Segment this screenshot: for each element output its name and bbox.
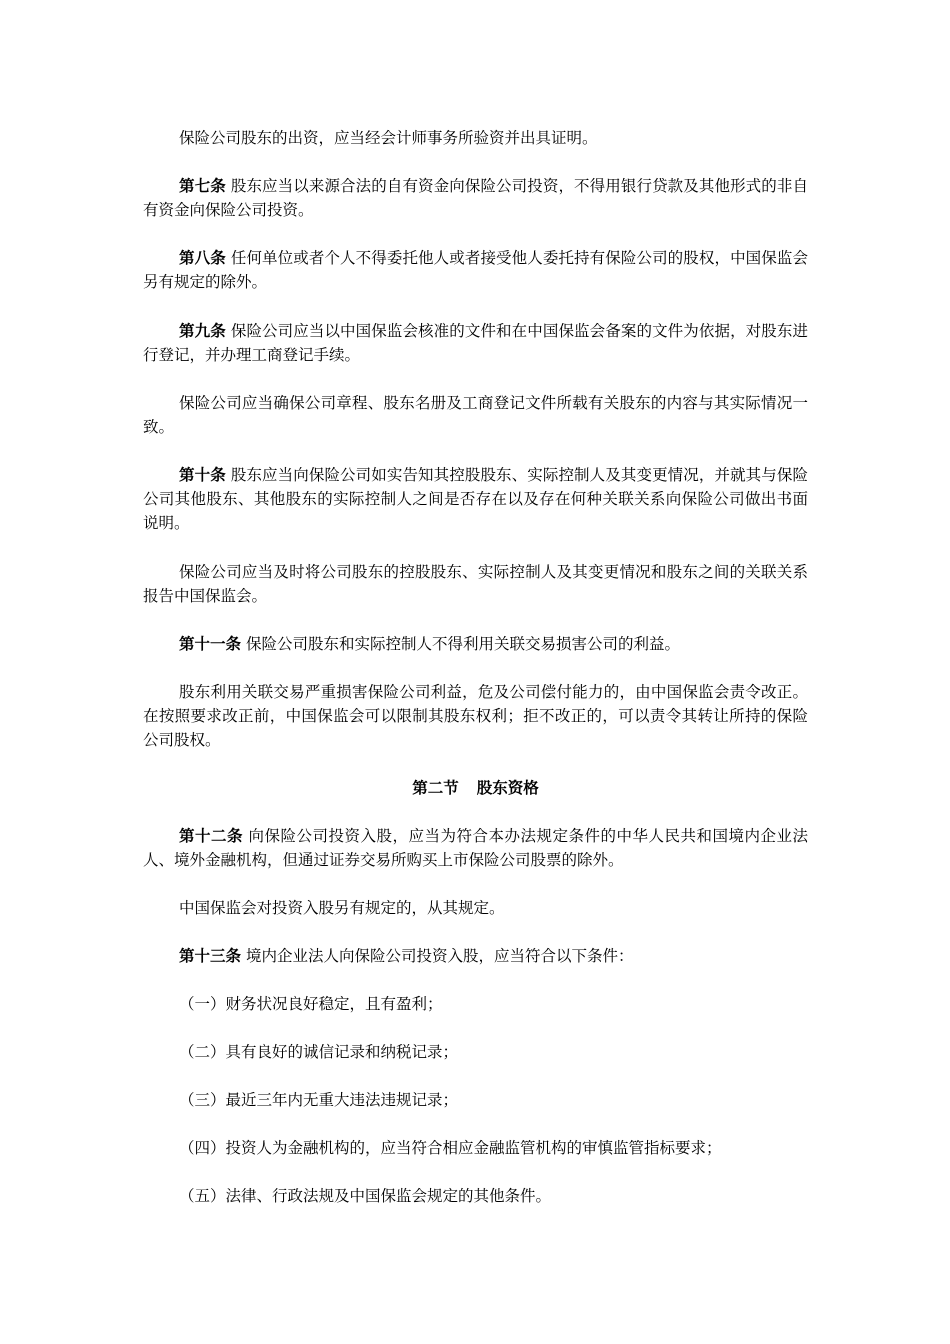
article-text: 保险公司应当以中国保监会核准的文件和在中国保监会备案的文件为依据，对股东进行登记，并办理工商登记手续。 [143,322,808,364]
article-11 [143,632,808,656]
list-item [143,992,808,1016]
article-text: 股东应当以来源合法的自有资金向保险公司投资，不得用银行贷款及其他形式的非自有资金向保险公司投资。 [143,177,808,219]
list-item-text: （一）财务状况良好稳定，且有盈利； [179,995,443,1013]
list-item [143,1136,808,1160]
article-text: 向保险公司投资入股，应当为符合本办法规定条件的中华人民共和国境内企业法人、境外金融机构，但通过证券交易所购买上市保险公司股票的除外。 [143,827,808,869]
article-label: 第十二条 [179,827,244,845]
article-8 [143,246,808,294]
paragraph-text: 保险公司应当确保公司章程、股东名册及工商登记文件所载有关股东的内容与其实际情况一致。 [143,394,808,436]
article-label: 第十一条 [179,635,242,653]
list-item-text: （二）具有良好的诚信记录和纳税记录； [179,1043,459,1061]
section-number: 第二节 [412,779,459,797]
article-12 [143,824,808,872]
article-13 [143,944,808,968]
paragraph-report-relations [143,560,808,608]
list-item-text: （五）法律、行政法规及中国保监会规定的其他条件。 [179,1187,552,1205]
paragraph-text: 保险公司应当及时将公司股东的控股股东、实际控制人及其变更情况和股东之间的关联关系报告中国保监会。 [143,563,808,605]
paragraph-capital-verification [143,126,808,150]
article-7 [143,174,808,222]
list-item-text: （三）最近三年内无重大违法违规记录； [179,1091,459,1109]
list-item [143,1184,808,1208]
article-label: 第八条 [179,249,226,267]
article-text: 任何单位或者个人不得委托他人或者接受他人委托持有保险公司的股权，中国保监会另有规定的除外。 [143,249,808,291]
paragraph-other-provisions [143,896,808,920]
article-label: 第九条 [179,322,226,340]
article-label: 第十条 [179,466,226,484]
paragraph-text: 保险公司股东的出资，应当经会计师事务所验资并出具证明。 [179,129,598,147]
article-text: 保险公司股东和实际控制人不得利用关联交易损害公司的利益。 [245,635,680,653]
list-item-text: （四）投资人为金融机构的，应当符合相应金融监管机构的审慎监管指标要求； [179,1139,722,1157]
paragraph-text: 中国保监会对投资入股另有规定的，从其规定。 [179,899,505,917]
list-item [143,1040,808,1064]
list-item [143,1088,808,1112]
article-label: 第七条 [179,177,226,195]
article-text: 股东应当向保险公司如实告知其控股股东、实际控制人及其变更情况，并就其与保险公司其他股东、其他股东的实际控制人之间是否存在以及存在何种关联关系向保险公司做出书面说明。 [143,466,808,532]
article-9 [143,319,808,367]
article-text: 境内企业法人向保险公司投资入股，应当符合以下条件： [245,947,634,965]
article-10 [143,463,808,535]
paragraph-shareholder-consistency [143,391,808,439]
paragraph-related-transactions [143,680,808,752]
article-label: 第十三条 [179,947,242,965]
paragraph-text: 股东利用关联交易严重损害保险公司利益，危及公司偿付能力的，由中国保监会责令改正。在按照要求改正前，中国保监会可以限制其股东权利；拒不改正的，可以责令其转让所持的保险公司股权。 [143,683,808,749]
section-heading [143,776,808,800]
section-title: 股东资格 [476,779,539,797]
